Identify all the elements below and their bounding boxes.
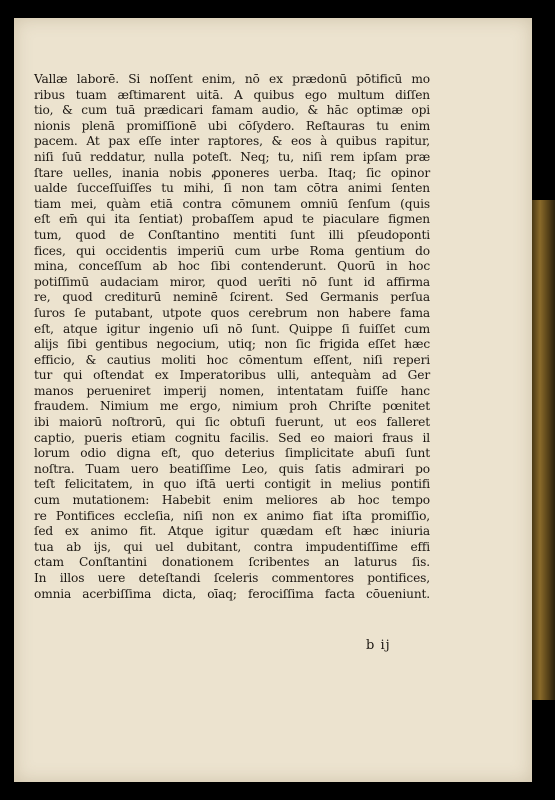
text-line: tio, & cum tuā prædicari famam audio, & hāc optimæ opi: [34, 103, 430, 118]
text-line: alijs ſibi gentibus negocium, utiq; non ſic frigida eſſet hæc: [34, 337, 430, 352]
text-line: ſed ex animo fit. Atque igitur quædam eſt hæc iniuria: [34, 524, 430, 539]
text-line: ualde ſucceſſuiſſes tu mihi, ſi non tam cōtra animi ſenten: [34, 181, 430, 196]
text-line: ctam Conſtantini donationem ſcribentes an laturus ſis.: [34, 555, 430, 570]
text-line: cum mutationem: Habebit enim meliores ab hoc tempo: [34, 493, 430, 508]
text-line: nionis plenā promiſſionē ubi cōſydero. Reſtauras tu enim: [34, 118, 430, 133]
text-line: niſi ſuū reddatur, nulla poteſt. Neq; tu, niſi rem ipſam præ: [34, 149, 430, 164]
text-line: eſt, atque igitur ingenio uſi nō ſunt. Quippe ſi fuiſſet cum: [34, 321, 430, 336]
text-line: In illos uere deteſtandi ſceleris commentores pontifices,: [34, 571, 430, 585]
text-line: captio, pueris etiam cognitu facilis. Sed eo maiori fraus il: [34, 430, 430, 445]
text-line: efficio, & cautius moliti hoc cōmentum eſſent, niſi reperi: [34, 352, 430, 367]
text-line: tiam mei, quàm etiā contra cōmunem omniū ſenſum (quis: [34, 196, 430, 211]
text-line: ibi maiorū noſtrorū, qui ſic obtuſi fuerunt, ut eos falleret: [34, 415, 430, 430]
text-line: Vallæ laborē. Si noſſent enim, nō ex prædonū pōtificū mo: [34, 72, 430, 86]
text-line: mina, conceſſum ab hoc ſibi contenderunt. Quorū in hoc: [34, 259, 430, 274]
text-line: tua ab ijs, qui uel dubitant, contra impudentiſſime effi: [34, 539, 430, 554]
text-line: teſt felicitatem, in quo iſtā uerti contigit in melius pontifi: [34, 477, 430, 492]
text-line: ſtare uelles, inania nobis ꝓponeres uerba. Itaq; ſic opinor: [34, 165, 430, 180]
text-line: tur qui oſtendat ex Imperatoribus ulli, antequàm ad Ger: [34, 368, 430, 383]
text-line: fraudem. Nimium me ergo, nimium proh Chriſte pœnitet: [34, 399, 430, 414]
book-edge: [530, 200, 555, 700]
body-text: [34, 72, 430, 602]
text-line: omnia acerbiſſima dicta, oīaq; ferociſſima facta cōueniunt.: [34, 586, 430, 601]
text-line: manos perueniret imperij nomen, intentatam fuiſſe hanc: [34, 383, 430, 398]
text-line: re, quod crediturū neminē ſcirent. Sed Germanis perſua: [34, 290, 430, 305]
paper-page: [14, 18, 532, 782]
signature-mark: b ij: [366, 638, 391, 653]
text-line: re Pontifices eccleſia, niſi non ex animo fiat iſta promiſſio,: [34, 508, 430, 523]
text-line: lorum odio digna eſt, quo deterius ſimplicitate abuſi ſunt: [34, 446, 430, 461]
text-line: ſuros ſe putabant, utpote quos cerebrum non habere fama: [34, 305, 430, 320]
text-line: tum, quod de Conſtantino mentiti ſunt illi pſeudoponti: [34, 227, 430, 242]
text-line: ribus tuam æſtimarent uitā. A quibus ego multum diſſen: [34, 87, 430, 102]
text-line: noſtra. Tuam uero beatiſſime Leo, quis ſatis admirari po: [34, 461, 430, 476]
text-line: potiſſimū audaciam miror, quod uerīti nō ſunt id affirma: [34, 274, 430, 289]
text-line: eſt em̄ qui ita ſentiat) probaſſem apud te piaculare figmen: [34, 212, 430, 227]
text-line: fices, qui occidentis imperiū cum urbe Roma gentium do: [34, 243, 430, 258]
text-line: pacem. At pax eſſe inter raptores, & eos à quibus rapitur,: [34, 134, 430, 149]
